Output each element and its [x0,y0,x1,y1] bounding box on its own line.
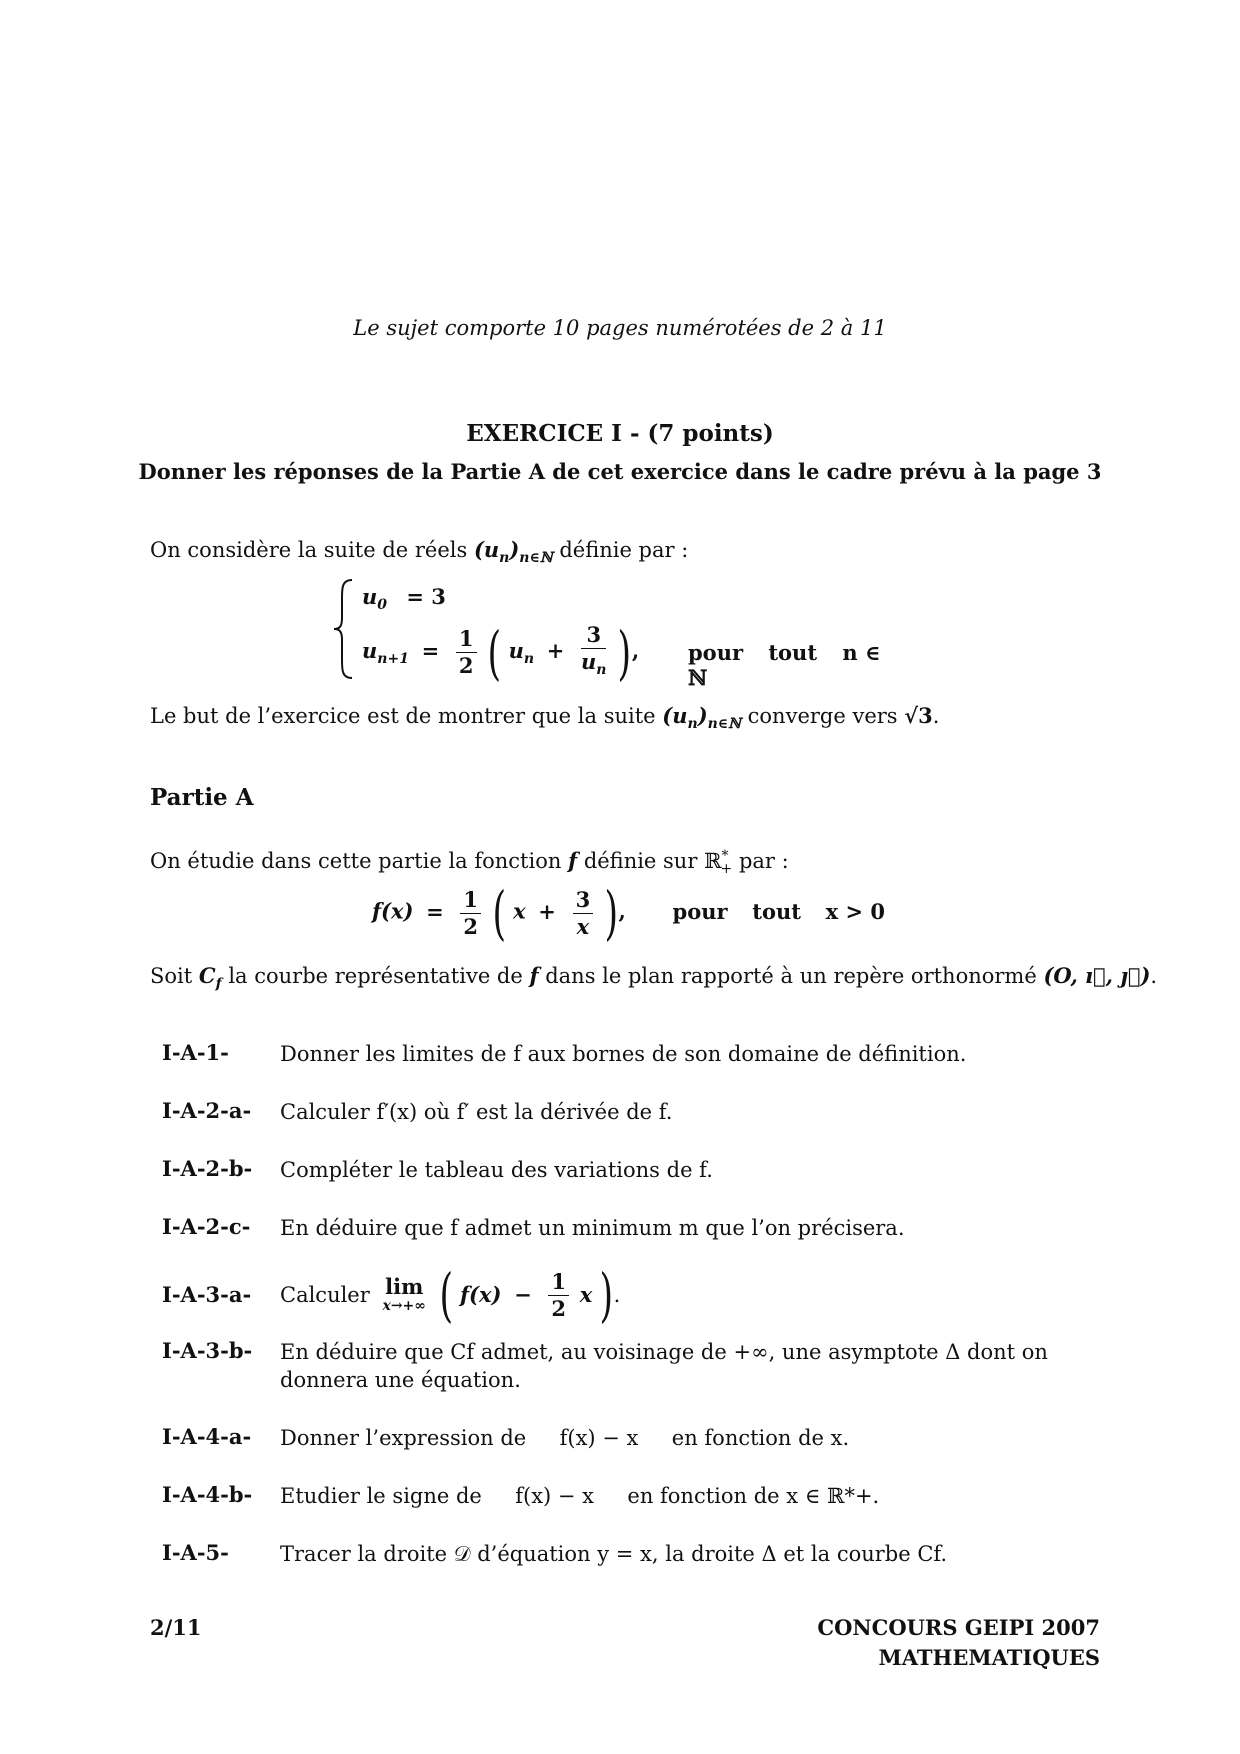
part-a-heading: Partie A [150,784,254,811]
recurrence-equation: $u_{n+1}$ = $\frac{1}{2}$ ( $u_n$ + $\frac{3}{u_n}$ ), [362,618,640,687]
question-text: Compléter le tableau des variations de f. [280,1158,713,1182]
curve-line: Soit $C_f$ la courbe représentative de f dans le plan rapporté à un repère orthonormé (O, ı⃗, ȷ⃗). [150,963,1158,992]
question-text: En déduire que Cf admet, au voisinage de +∞, une asymptote Δ dont on donnera une équation. [280,1340,1048,1392]
sqrt3-symbol: √3 [904,703,933,728]
intro-text-before: On considère la suite de réels [150,538,468,562]
part-a-intro: On étudie dans cette partie la fonction f définie sur ℝ*$_+$ par : [150,848,789,877]
header-note: Le sujet comporte 10 pages numérotées de 2 à 11 [353,316,887,340]
question-text: En déduire que f admet un minimum m que l’on précisera. [280,1216,905,1240]
question-label: I-A-2-c- [162,1214,251,1239]
question-text: Calculer f′(x) où f′ est la dérivée de f. [280,1100,673,1124]
question-label: I-A-3-b- [162,1338,253,1363]
page-number: 2/11 [150,1615,202,1640]
question-label: I-A-4-b- [162,1482,253,1507]
question-label: I-A-5- [162,1540,229,1565]
question-text: Tracer la droite 𝒟 d’équation y = x, la droite Δ et la courbe Cf. [280,1542,948,1566]
u0-equation: $u_0 = 3$ [362,584,446,613]
exercise-title: EXERCICE I - (7 points) [466,420,774,447]
recurrence-condition: pour tout n ∈ ℕ [688,640,881,690]
sequence-symbol-2: $(u_n)_{n\in ℕ}$ [662,703,741,732]
question-text: Donner l’expression de f(x) − x en fonction de x. [280,1426,850,1450]
exercise-instruction: Donner les réponses de la Partie A de cet exercice dans le cadre prévu à la page 3 [138,459,1102,484]
intro-line [150,536,688,572]
footer-subject: MATHEMATIQUES [878,1645,1100,1670]
question-label: I-A-2-b- [162,1156,253,1181]
footer-contest: CONCOURS GEIPI 2007 [817,1615,1100,1640]
question-label: I-A-2-a- [162,1098,252,1123]
question-label: I-A-1- [162,1040,229,1065]
intro-text-after: définie par : [559,538,689,562]
sequence-definition [332,578,892,690]
left-brace [332,578,356,680]
question-text: Etudier le signe de f(x) − x en fonction de x ∈ ℝ*+. [280,1484,880,1508]
goal-line: Le but de l’exercice est de montrer que la suite $(u_n)_{n\in ℕ}$ converge vers √3. [150,703,940,732]
function-definition: f(x) = $\frac{1}{2}$ ( x + $\frac{3}{x}$ ), pour tout x > 0 [372,879,885,947]
question-text: Donner les limites de f aux bornes de son domaine de définition. [280,1042,967,1066]
question-label: I-A-3-a- [162,1282,252,1307]
question-limit: Calculer lim x→+∞ ( f(x) − $\frac{1}{2}$ x ). [280,1261,621,1329]
sequence-symbol: $(u_n)_{n\in ℕ}$ [473,537,553,566]
question-label: I-A-4-a- [162,1424,252,1449]
